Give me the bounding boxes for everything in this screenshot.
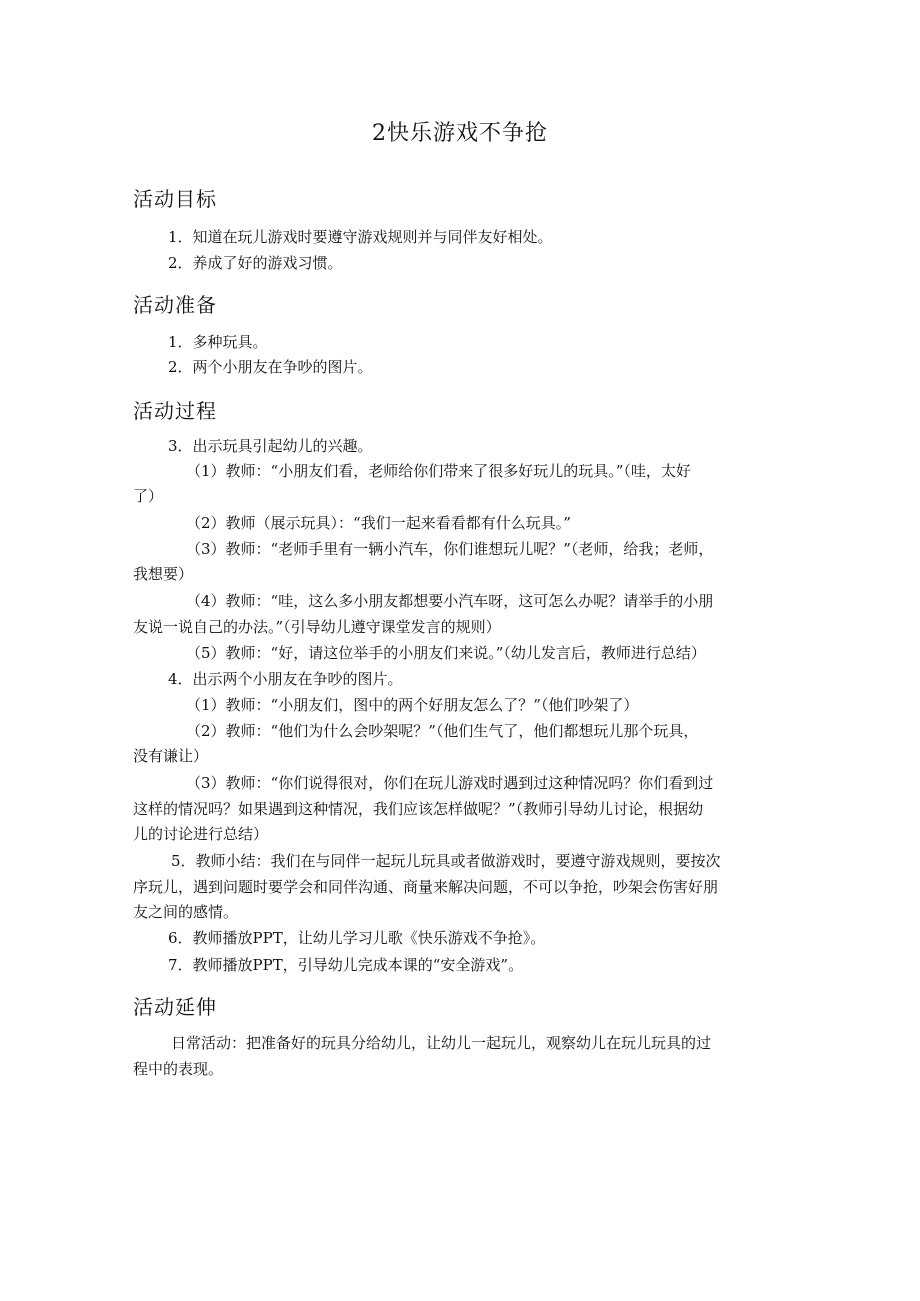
process-line: （2）教师：“他们为什么会吵架呢？”（他们生气了，他们都想玩儿那个玩具，: [186, 722, 699, 740]
section-heading-process: 活动过程: [133, 399, 217, 423]
process-line: 没有谦让）: [133, 747, 209, 765]
prep-item: 2．两个小朋友在争吵的图片。: [168, 358, 373, 376]
extension-line: 日常活动：把准备好的玩具分给幼儿，让幼儿一起玩儿，观察幼儿在玩儿玩具的过: [171, 1034, 712, 1052]
section-heading-goals: 活动目标: [133, 187, 217, 211]
process-line: 7．教师播放PPT，引导幼儿完成本课的“安全游戏”。: [168, 956, 524, 974]
prep-item: 1．多种玩具。: [168, 333, 268, 351]
process-line: 3．出示玩具引起幼儿的兴趣。: [168, 437, 373, 455]
process-line: （1）教师：“小朋友们看，老师给你们带来了很多好玩儿的玩具。”（哇，太好: [186, 462, 691, 480]
process-line: 这样的情况吗？如果遇到这种情况，我们应该怎样做呢？”（教师引导幼儿讨论，根据幼: [133, 800, 704, 818]
process-line: 了）: [133, 487, 164, 505]
process-line: 6．教师播放PPT，让幼儿学习儿歌《快乐游戏不争抢》。: [168, 929, 546, 947]
process-line: （5）教师：“好，请这位举手的小朋友们来说。”（幼儿发言后，教师进行总结）: [186, 644, 706, 662]
goal-item: 1．知道在玩儿游戏时要遵守游戏规则并与同伴友好相处。: [168, 228, 553, 246]
process-line: 友说一说自己的办法。”（引导幼儿遵守课堂发言的规则）: [133, 618, 501, 636]
process-line: 我想要）: [133, 565, 194, 583]
extension-line: 程中的表现。: [133, 1060, 224, 1078]
process-line: （4）教师：“哇，这么多小朋友都想要小汽车呀，这可怎么办呢？请举手的小朋: [186, 592, 714, 610]
process-line: （1）教师：“小朋友们，图中的两个好朋友怎么了？”（他们吵架了）: [186, 696, 639, 714]
process-line: 儿的讨论进行总结）: [133, 825, 269, 843]
process-line: 4．出示两个小朋友在争吵的图片。: [168, 670, 403, 688]
process-line: （2）教师（展示玩具）：“我们一起来看看都有什么玩具。”: [186, 514, 571, 532]
goal-item: 2．养成了好的游戏习惯。: [168, 254, 343, 272]
section-heading-preparation: 活动准备: [133, 293, 217, 317]
process-line: 友之间的感情。: [133, 903, 239, 921]
section-heading-extension: 活动延伸: [133, 995, 217, 1019]
process-line: 5．教师小结：我们在与同伴一起玩儿玩具或者做游戏时，要遵守游戏规则，要按次: [171, 852, 721, 870]
process-line: （3）教师：“你们说得很对，你们在玩儿游戏时遇到过这种情况吗？你们看到过: [186, 774, 714, 792]
process-line: 序玩儿，遇到问题时要学会和同伴沟通、商量来解决问题，不可以争抢，吵架会伤害好朋: [133, 878, 719, 896]
page-title: 2快乐游戏不争抢: [372, 121, 548, 146]
process-line: （3）教师：“老师手里有一辆小汽车，你们谁想玩儿呢？”（老师，给我；老师，: [186, 540, 714, 558]
